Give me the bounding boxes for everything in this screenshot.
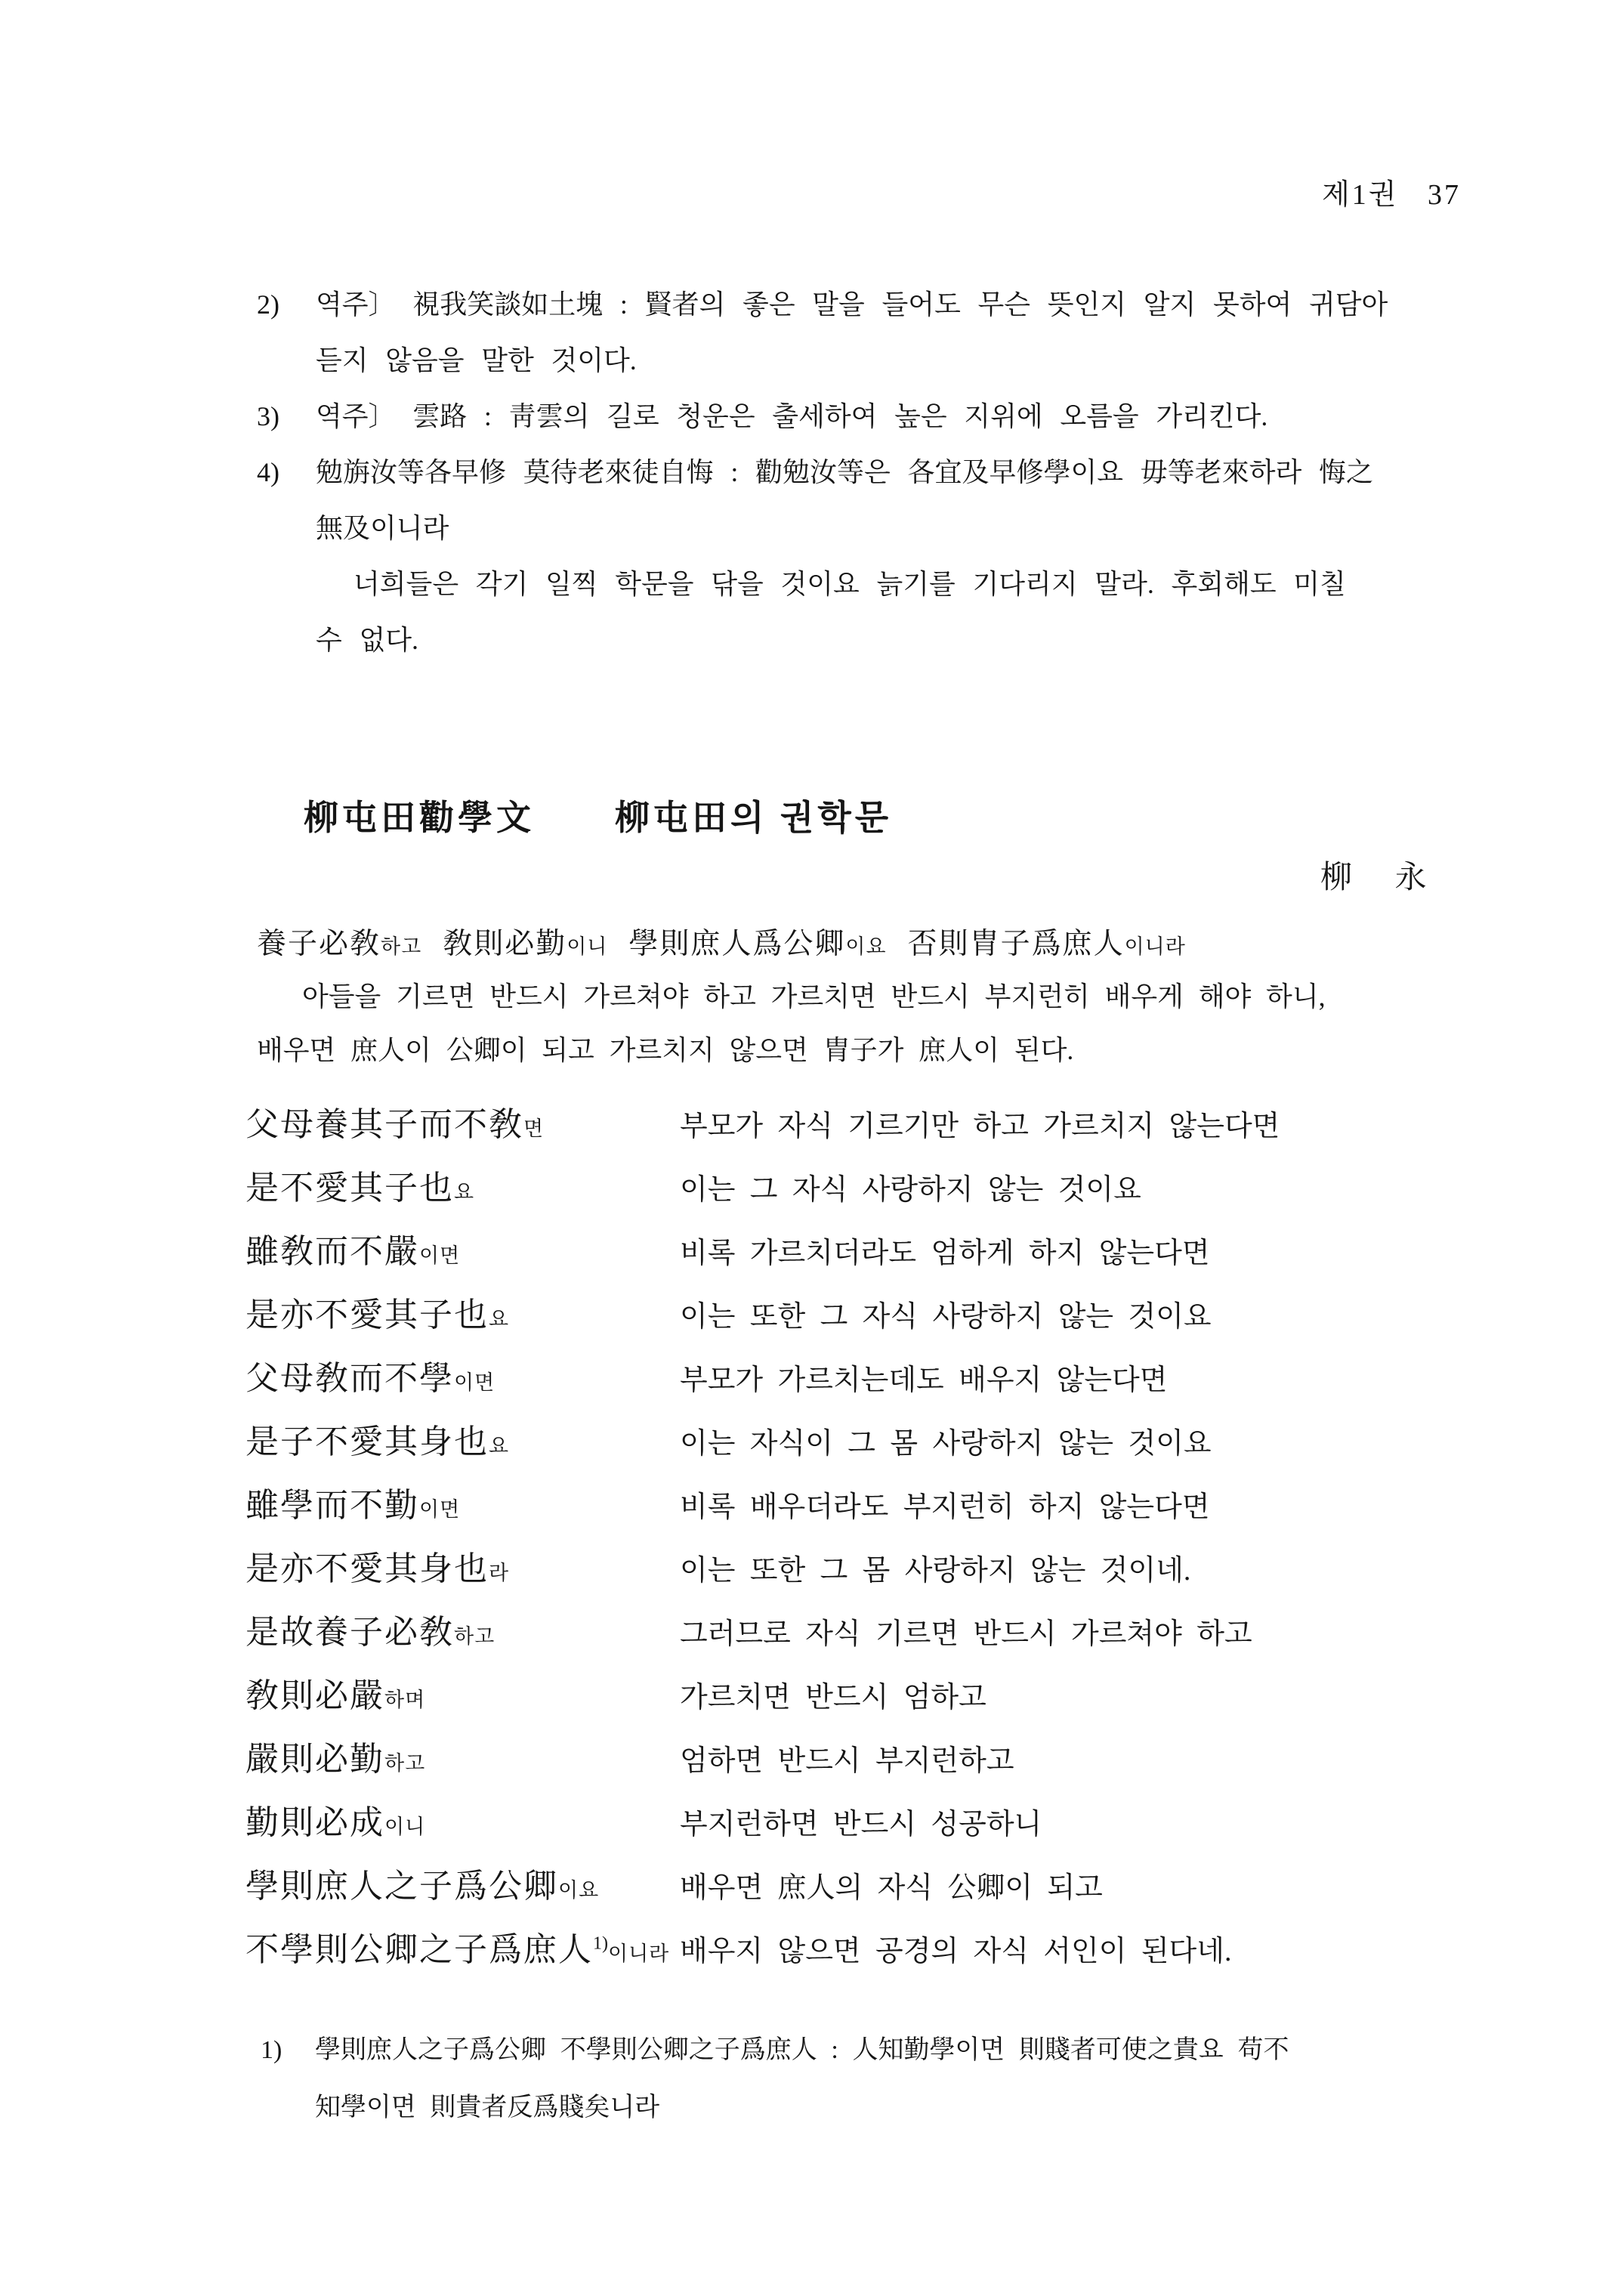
couplet-row: [245, 1414, 1575, 1478]
hangul-suffix: 이니: [567, 935, 608, 958]
hangul-suffix: 이요: [558, 1879, 600, 1902]
note-line: 無及이니라: [316, 513, 449, 543]
couplet-korean: 이는 또한 그 자식 사랑하지 않는 것이요: [680, 1301, 1212, 1333]
hanja-segment: [628, 928, 886, 960]
couplet-korean: 부지런하면 반드시 성공하니: [680, 1809, 1042, 1840]
note-body: [316, 444, 1541, 668]
couplet-row: [245, 1668, 1575, 1732]
note-item: [257, 277, 1541, 388]
couplet-korean: 그러므로 자식 기르면 반드시 가르쳐야 하고: [680, 1618, 1252, 1650]
couplet-row: [245, 1097, 1575, 1160]
footnote: [261, 2022, 1545, 2137]
note-number: 4): [257, 457, 279, 487]
footnote-item: [261, 2022, 1545, 2137]
footnote-body: [315, 2022, 1289, 2137]
couplet-korean: 엄하면 반드시 부지런하고: [680, 1745, 1014, 1777]
hangul-suffix: 라: [489, 1562, 510, 1584]
hangul-suffix: 하고: [384, 1752, 426, 1775]
hangul-suffix: 이면: [419, 1244, 461, 1267]
couplet-korean: 이는 또한 그 몸 사랑하지 않는 것이네.: [680, 1555, 1191, 1587]
hanja-text: 雖學而不勤: [245, 1487, 419, 1524]
couplet-korean: 부모가 가르치는데도 배우지 않는다면: [680, 1364, 1168, 1396]
hanja-segment: [908, 928, 1186, 960]
note-number: 2): [257, 289, 279, 320]
hanja-segment: [257, 928, 421, 960]
hanja-text: 不學則公卿之子爲庶人: [245, 1931, 593, 1968]
couplet-list: [245, 1097, 1575, 1986]
hangul-suffix: 이요: [845, 935, 887, 958]
hanja-text: 敎則必嚴: [245, 1677, 384, 1714]
couplet-row: [245, 1922, 1575, 1986]
hangul-suffix: 이니: [384, 1816, 426, 1838]
couplet-row: [245, 1795, 1575, 1859]
couplet-korean: 배우지 않으면 공경의 자식 서인이 된다네.: [680, 1936, 1232, 1967]
hangul-suffix: 요: [489, 1308, 510, 1330]
section-title-korean: 柳屯田의 권학문: [615, 799, 893, 837]
couplet-row: [245, 1478, 1575, 1541]
couplet-korean: 이는 자식이 그 몸 사랑하지 않는 것이요: [680, 1428, 1212, 1460]
hangul-suffix: 이면: [454, 1371, 496, 1394]
hanja-text: 養子必敎: [257, 928, 381, 960]
couplet-hanja: [245, 1414, 680, 1463]
hangul-suffix: 이니라: [608, 1942, 670, 1965]
footnote-line: 學則庶人之子爲公卿 不學則公卿之子爲庶人 : 人知勤學이면 則賤者可使之貴요 苟不: [315, 2036, 1289, 2064]
hangul-suffix: 요: [489, 1435, 510, 1457]
couplet-hanja: [245, 1732, 680, 1780]
section-title-hanja: 柳屯田勸學文: [304, 799, 535, 837]
couplet-row: [245, 1732, 1575, 1795]
couplet-row: [245, 1351, 1575, 1414]
couplet-hanja: [245, 1351, 680, 1399]
hanja-text: 學則庶人之子爲公卿: [245, 1868, 558, 1905]
hanja-text: 是亦不愛其身也: [245, 1550, 489, 1587]
hanja-text: 嚴則必勤: [245, 1741, 384, 1778]
hangul-suffix: 이니라: [1124, 935, 1186, 958]
note-line: 듣지 않음을 말한 것이다.: [316, 345, 637, 375]
hanja-text: 是亦不愛其子也: [245, 1296, 489, 1333]
couplet-hanja: [245, 1668, 680, 1717]
hangul-suffix: 요: [454, 1181, 475, 1204]
hanja-text: 是不愛其子也: [245, 1170, 454, 1207]
couplet-hanja: [245, 1160, 680, 1209]
note-line: 역주〕 雲路 : 靑雲의 길로 청운은 출세하여 높은 지위에 오름을 가리킨다.: [316, 401, 1268, 431]
footnote-ref: 1): [593, 1933, 608, 1954]
couplet-hanja: [245, 1478, 680, 1526]
couplet-row: [245, 1541, 1575, 1605]
note-item: [257, 388, 1541, 444]
hanja-text: 父母敎而不學: [245, 1360, 454, 1397]
note-item: [257, 444, 1541, 668]
couplet-hanja: [245, 1922, 680, 1970]
author-name: 柳 永: [1320, 861, 1430, 895]
couplet-korean: 비록 가르치더라도 엄하게 하지 않는다면: [680, 1238, 1210, 1269]
hangul-suffix: 면: [523, 1117, 545, 1140]
note-line: 역주〕 視我笑談如土塊 : 賢者의 좋은 말을 들어도 무슨 뜻인지 알지 못하여 귀담아: [316, 289, 1388, 320]
footnote-number: 1): [261, 2036, 283, 2064]
hanja-text: 勤則必成: [245, 1804, 384, 1841]
couplet-korean: 부모가 자식 기르기만 하고 가르치지 않는다면: [680, 1111, 1280, 1142]
intro-korean-paragraph: [257, 970, 1541, 1077]
note-body: [316, 388, 1541, 444]
couplet-korean: 이는 그 자식 사랑하지 않는 것이요: [680, 1174, 1141, 1206]
couplet-row: [245, 1605, 1575, 1668]
translator-notes: [257, 277, 1541, 668]
hanja-text: 否則胄子爲庶人: [907, 928, 1125, 960]
section-title: [304, 790, 892, 840]
hanja-text: 學則庶人爲公卿: [628, 928, 846, 960]
couplet-hanja: [245, 1859, 680, 1907]
note-body: [316, 277, 1541, 388]
couplet-hanja: [245, 1795, 680, 1843]
note-line: 너희들은 각기 일찍 학문을 닦을 것이요 늙기를 기다리지 말라. 후회해도 미칠: [354, 569, 1346, 599]
page-header: 제1권 37: [1322, 179, 1461, 211]
couplet-korean: 배우면 庶人의 자식 公卿이 되고: [680, 1872, 1103, 1904]
hangul-suffix: 이면: [419, 1498, 461, 1521]
hangul-suffix: 하며: [384, 1689, 426, 1711]
couplet-hanja: [245, 1605, 680, 1653]
hanja-text: 雖敎而不嚴: [245, 1233, 419, 1270]
couplet-row: [245, 1287, 1575, 1351]
hangul-suffix: 하고: [454, 1625, 496, 1648]
hanja-segment: [443, 928, 607, 960]
hangul-suffix: 하고: [381, 935, 422, 958]
footnote-line: 知學이면 則貴者反爲賤矣니라: [315, 2094, 660, 2121]
hanja-text: 是故養子必敎: [245, 1614, 454, 1651]
couplet-hanja: [245, 1224, 680, 1272]
note-number: 3): [257, 401, 279, 431]
couplet-hanja: [245, 1541, 680, 1590]
couplet-korean: 가르치면 반드시 엄하고: [680, 1682, 986, 1714]
note-line: 勉旃汝等各早修 莫待老來徒自悔 : 勸勉汝等은 各宜及早修學이요 毋等老來하라 悔之: [316, 457, 1373, 487]
couplet-row: [245, 1160, 1575, 1224]
hanja-text: 是子不愛其身也: [245, 1423, 489, 1460]
couplet-row: [245, 1859, 1575, 1922]
couplet-korean: 비록 배우더라도 부지런히 하지 않는다면: [680, 1491, 1210, 1523]
couplet-hanja: [245, 1287, 680, 1336]
intro-hanja-sentence: [257, 920, 1207, 963]
couplet-hanja: [245, 1097, 680, 1145]
intro-korean-line: 배우면 庶人이 公卿이 되고 가르치지 않으면 胄子가 庶人이 된다.: [257, 1035, 1074, 1065]
couplet-row: [245, 1224, 1575, 1287]
hanja-text: 父母養其子而不敎: [245, 1106, 523, 1143]
intro-korean-line: 아들을 기르면 반드시 가르쳐야 하고 가르치면 반드시 부지런히 배우게 해야 하니,: [302, 981, 1326, 1012]
hanja-text: 敎則必勤: [443, 928, 567, 960]
note-line: 수 없다.: [316, 625, 419, 655]
